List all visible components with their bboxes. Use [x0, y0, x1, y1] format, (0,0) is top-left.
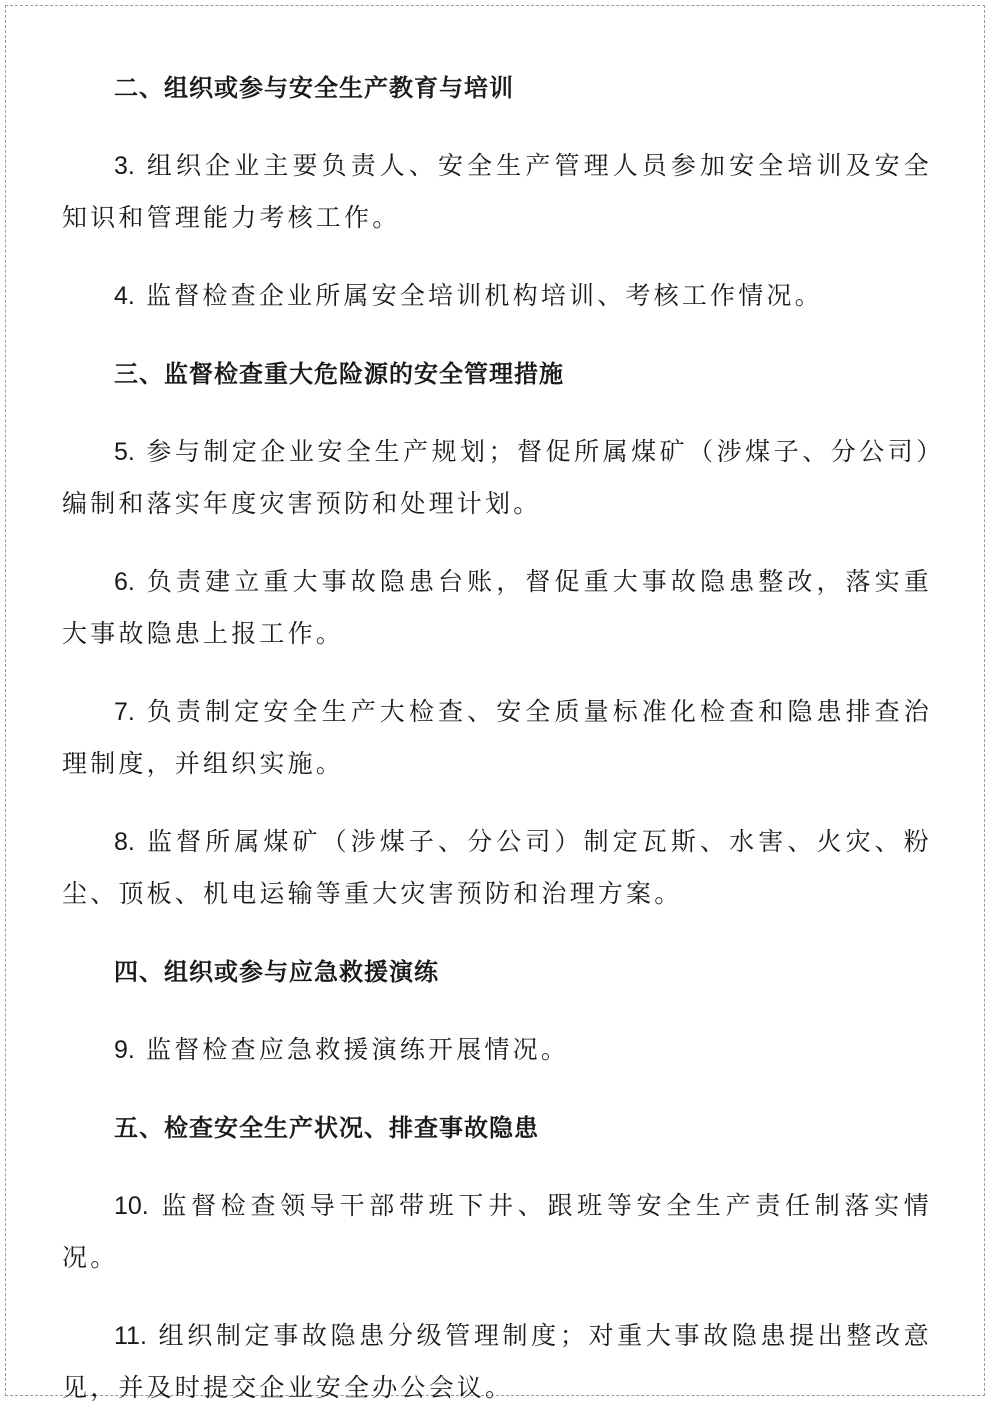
item-text: 组织制定事故隐患分级管理制度；对重大事故隐患提出整改意见，并及时提交企业安全办公会议。 [62, 1321, 933, 1402]
item-text: 监督检查领导干部带班下井、跟班等安全生产责任制落实情况。 [62, 1191, 933, 1272]
item-text: 组织企业主要负责人、安全生产管理人员参加安全培训及安全知识和管理能力考核工作。 [62, 151, 932, 232]
section-heading: 二、组织或参与安全生产教育与培训 [114, 74, 514, 102]
section-heading: 三、监督检查重大危险源的安全管理措施 [114, 360, 564, 388]
list-item [62, 1024, 932, 1076]
item-number: 3. [114, 152, 135, 180]
item-text: 监督所属煤矿（涉煤子、分公司）制定瓦斯、水害、火灾、粉尘、顶板、机电运输等重大灾害预防和治理方案。 [62, 827, 932, 908]
item-number: 4. [114, 282, 135, 310]
item-text: 监督检查企业所属安全培训机构培训、考核工作情况。 [146, 281, 823, 310]
list-item [62, 816, 932, 920]
document-body [62, 62, 932, 1414]
item-number: 7. [114, 698, 135, 726]
item-text: 负责建立重大事故隐患台账，督促重大事故隐患整改，落实重大事故隐患上报工作。 [62, 567, 932, 648]
item-number: 8. [114, 828, 135, 856]
item-number: 10. [114, 1192, 149, 1220]
item-number: 9. [114, 1036, 135, 1064]
section-heading: 五、检查安全生产状况、排查事故隐患 [114, 1114, 539, 1142]
item-number: 5. [114, 438, 135, 466]
item-number: 6. [114, 568, 135, 596]
list-item [62, 270, 932, 322]
list-item [62, 686, 932, 790]
item-text: 监督检查应急救援演练开展情况。 [146, 1035, 570, 1064]
item-number: 11. [114, 1322, 147, 1350]
list-item [62, 556, 932, 660]
list-item [62, 1180, 932, 1284]
list-item [62, 426, 932, 530]
item-text: 参与制定企业安全生产规划；督促所属煤矿（涉煤子、分公司）编制和落实年度灾害预防和处理计划。 [62, 437, 932, 518]
item-text: 负责制定安全生产大检查、安全质量标准化检查和隐患排查治理制度，并组织实施。 [62, 697, 932, 778]
section-heading: 四、组织或参与应急救援演练 [114, 958, 439, 986]
list-item [62, 140, 932, 244]
list-item [62, 1310, 932, 1414]
